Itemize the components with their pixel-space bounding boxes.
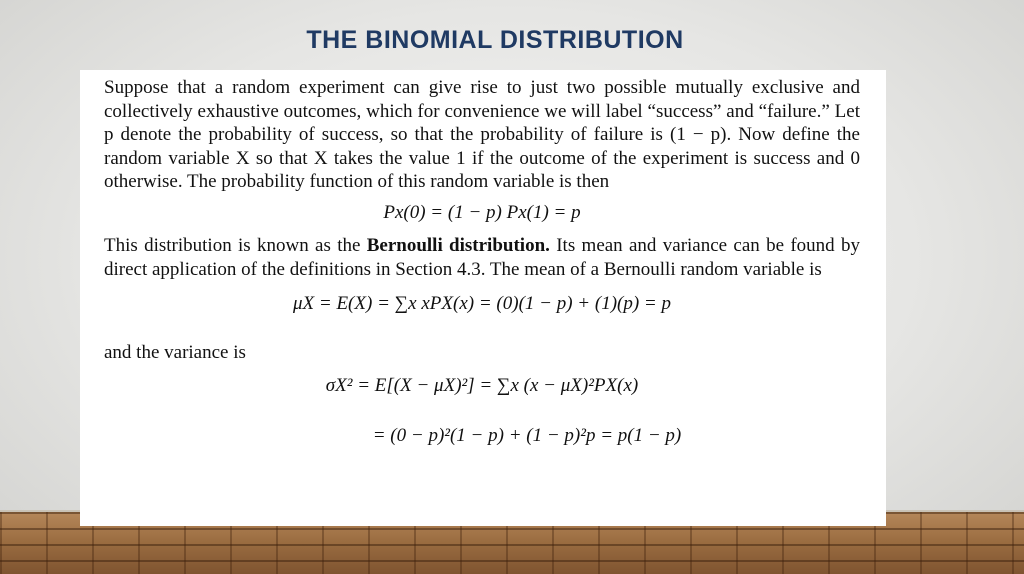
paragraph-bernoulli [104, 234, 860, 281]
equation-mean: μX = E(X) = ∑x xPX(x) = (0)(1 − p) + (1)(p) = p [292, 293, 671, 315]
document-excerpt [80, 70, 886, 526]
paragraph-bernoulli-pre: This distribution is known as the [104, 234, 367, 256]
paragraph-bernoulli-post: Its mean and variance can be found by direct application of the definitions in Section 4.3. The mean of a Bernoulli random variable is [104, 234, 860, 280]
equation-bernoulli-pmf: Px(0) = (1 − p) Px(1) = p [383, 201, 581, 223]
paragraph-variance-intro: and the variance is [104, 342, 246, 364]
equation-variance: σX² = E[(X − μX)²] = ∑x (x − μX)²PX(x) [325, 374, 639, 396]
equation-variance-result: = (0 − p)²(1 − p) + (1 − p)²p = p(1 − p) [372, 424, 682, 446]
paragraph-intro: Suppose that a random experiment can give rise to just two possible mutually exclusive and collectively exhaustive outcomes, which for convenience we will label “success” and “failure.” Let p denote the probability of success, so that the probability of failure is (1 − p). Now define the random variable X so that X takes the value 1 if the outcome of the experiment is success and 0 otherwise. The probability function of this random variable is then [104, 77, 860, 193]
slide-title: THE BINOMIAL DISTRIBUTION [306, 26, 684, 54]
bernoulli-term: Bernoulli distribution. [366, 234, 550, 256]
